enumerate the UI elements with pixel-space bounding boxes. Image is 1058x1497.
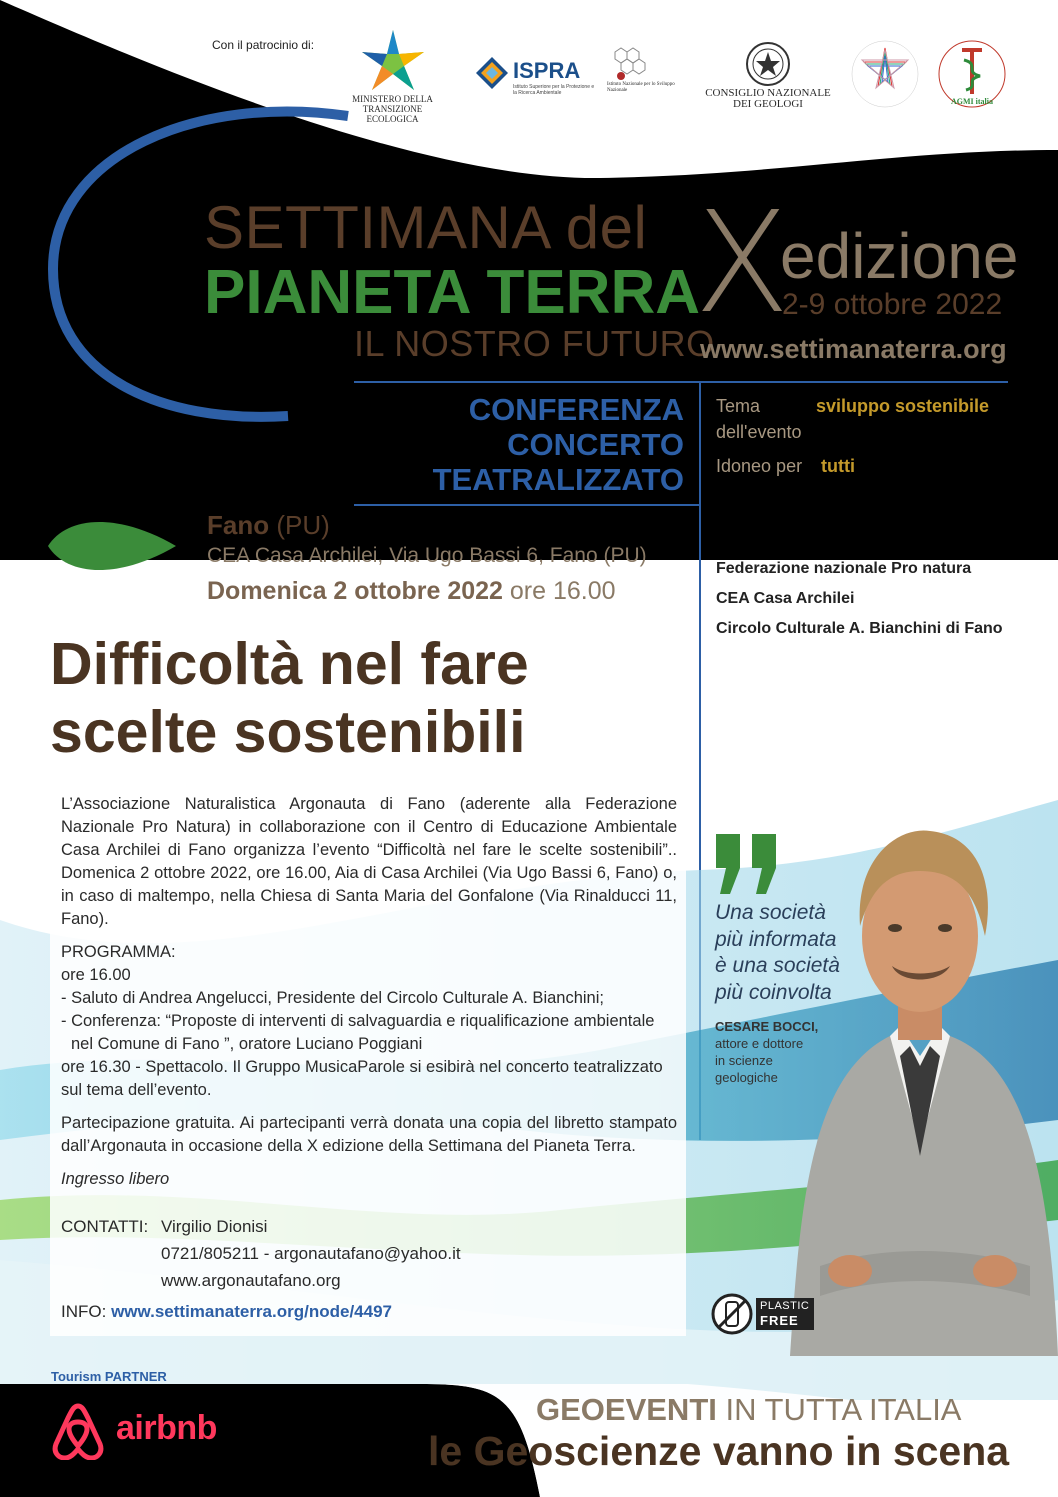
event-type-teatralizzato: TEATRALIZZATO (432, 462, 684, 497)
quote-line: è una società (715, 954, 840, 977)
molecule-caption: Istituto Nazionale per lo Sviluppo Nazionale (607, 82, 675, 93)
tourism-partner-label: Tourism PARTNER (51, 1369, 167, 1384)
plastic-label: PLASTIC (760, 1300, 810, 1312)
cng-caption: CONSIGLIO NAZIONALE DEI GEOLOGI (705, 87, 831, 110)
program-item: ore 16.30 - Spettacolo. Il Gruppo MusicaParole si esibirà nel concerto teatralizzato sul tema dell’evento. (61, 1058, 663, 1099)
participation-paragraph: Partecipazione gratuita. Ai partecipanti verrà donata una copia del libretto stampato dall’Argonauta in occasione della X edizione della Settimana del Pianeta Terra. (61, 1114, 677, 1155)
quote-line: Una società (715, 901, 826, 924)
ispra-diamond-icon (475, 56, 509, 90)
website-link[interactable]: www.settimanaterra.org (700, 334, 1007, 364)
title-line3: IL NOSTRO FUTURO (354, 323, 715, 364)
location-address: CEA Casa Archilei, Via Ugo Bassi 6, Fano (PU) (207, 544, 647, 567)
free-entry: Ingresso libero (61, 1170, 170, 1188)
divider-mid (354, 504, 700, 506)
organizer-item: CEA Casa Archilei (716, 590, 855, 607)
province: (PU) (276, 510, 330, 540)
main-title-line2: scelte sostenibili (50, 699, 526, 765)
bellezza-star-icon (846, 34, 924, 114)
ministero-caption: MINISTERO DELLA TRANSIZIONE ECOLOGICA (352, 94, 433, 124)
cng-logo (703, 40, 833, 110)
contacts-label: CONTATTI: (61, 1217, 149, 1236)
leaf-icon (46, 515, 178, 577)
organizers-list (716, 554, 1003, 644)
tema-value: sviluppo sostenibile (816, 396, 990, 416)
contacts (61, 1213, 461, 1294)
tema-label: Tema dell'evento (716, 396, 802, 442)
idoneo-value: tutti (821, 456, 855, 476)
geoeventi-heading (536, 1392, 961, 1428)
quote-text (715, 900, 840, 1006)
author-name: CESARE BOCCI, (715, 1019, 819, 1034)
organizer-item: Circolo Culturale A. Bianchini di Fano (716, 620, 1003, 637)
main-title-line1: Difficoltà nel fare (50, 631, 529, 697)
geoeventi-label: GEOEVENTI (536, 1392, 717, 1427)
patronage-label: Con il patrocinio di: (212, 38, 315, 52)
event-type-concerto: CONCERTO (507, 427, 684, 462)
event-date: Domenica 2 ottobre 2022 (207, 577, 503, 605)
divider-top (354, 381, 1008, 383)
event-types (360, 392, 684, 497)
airbnb-icon (50, 1402, 106, 1460)
caduceus-icon (936, 36, 1008, 112)
title-line2: PIANETA TERRA (204, 258, 700, 327)
geoeventi-subtitle: IN TUTTA ITALIA (725, 1392, 962, 1427)
program (61, 941, 677, 1102)
contact-name: Virgilio Dionisi (161, 1217, 268, 1236)
author-desc: geologiche (715, 1070, 778, 1085)
program-item: - Conferenza: “Proposte di interventi di salvaguardia e riqualificazione ambientale (61, 1012, 655, 1030)
event-time: ore 16.00 (509, 577, 616, 605)
program-item: - Saluto di Andrea Angelucci, Presidente del Circolo Culturale A. Bianchini; (61, 989, 604, 1007)
quote-line: più informata (715, 927, 837, 951)
emblem-icon (743, 40, 793, 88)
bellezza-logo (845, 34, 925, 119)
airbnb-wordmark: airbnb (116, 1409, 217, 1447)
edition-number: X (694, 182, 790, 345)
organizer-item: Federazione nazionale Pro natura (716, 560, 972, 577)
idoneo-label: Idoneo per (716, 456, 803, 476)
title-line1: SETTIMANA del (204, 194, 648, 261)
svg-text:AGMI italia: AGMI italia (951, 97, 993, 106)
info-line (61, 1302, 392, 1322)
quote-line: più coinvolta (715, 980, 832, 1004)
location-city (207, 510, 330, 540)
contact-website[interactable]: www.argonautafano.org (161, 1271, 341, 1290)
info-link[interactable]: www.settimanaterra.org/node/4497 (111, 1302, 392, 1321)
molecule-logo (607, 42, 687, 94)
intro-paragraph: L’Associazione Naturalistica Argonauta di Fano (aderente alla Federazione Nazionale Pro Natura) in collaborazione con il Centro di Educazione Ambientale Casa Archilei di Fano organizza l’evento “Difficoltà nel fare le scelte sostenibili”.. Domenica 2 ottobre 2022, ore 16.00, Aia di Casa Archilei (Via Ugo Bassi 6, Fano) o, in caso di maltempo, nella Chiesa di Santa Maria del Gonfalone (Via Rinalducci 11, Fano). (61, 795, 677, 928)
quote-icon (714, 832, 780, 894)
ispra-name: ISPRA (513, 58, 581, 83)
description-text (61, 793, 677, 1201)
footer-slogan: le Geoscienze vanno in scena (428, 1428, 1010, 1474)
plastic-free-badge (710, 1292, 816, 1336)
author-desc: in scienze (715, 1053, 773, 1068)
quote-author (715, 1018, 818, 1086)
ispra-subtitle: Istituto Superiore per la Protezione e la Ricerca Ambientale (513, 84, 595, 96)
main-title (50, 630, 529, 766)
city-name: Fano (207, 510, 270, 540)
program-item-continued: nel Comune di Fano ”, oratore Luciano Poggiani (71, 1035, 423, 1053)
program-label: PROGRAMMA: (61, 943, 176, 961)
event-dates: 2-9 ottobre 2022 (782, 288, 1003, 321)
contact-phone-email[interactable]: 0721/805211 - argonautafano@yahoo.it (161, 1244, 461, 1263)
edition-label: edizione (780, 220, 1019, 292)
author-desc: attore e dottore (715, 1036, 804, 1051)
location-date (207, 576, 616, 606)
star-icon (358, 28, 428, 94)
free-label: FREE (760, 1313, 799, 1328)
info-label: INFO: (61, 1302, 107, 1321)
program-time: ore 16.00 (61, 966, 131, 984)
event-type-conferenza: CONFERENZA (468, 392, 684, 427)
molecule-icon (607, 42, 671, 82)
agm-logo (932, 36, 1012, 117)
